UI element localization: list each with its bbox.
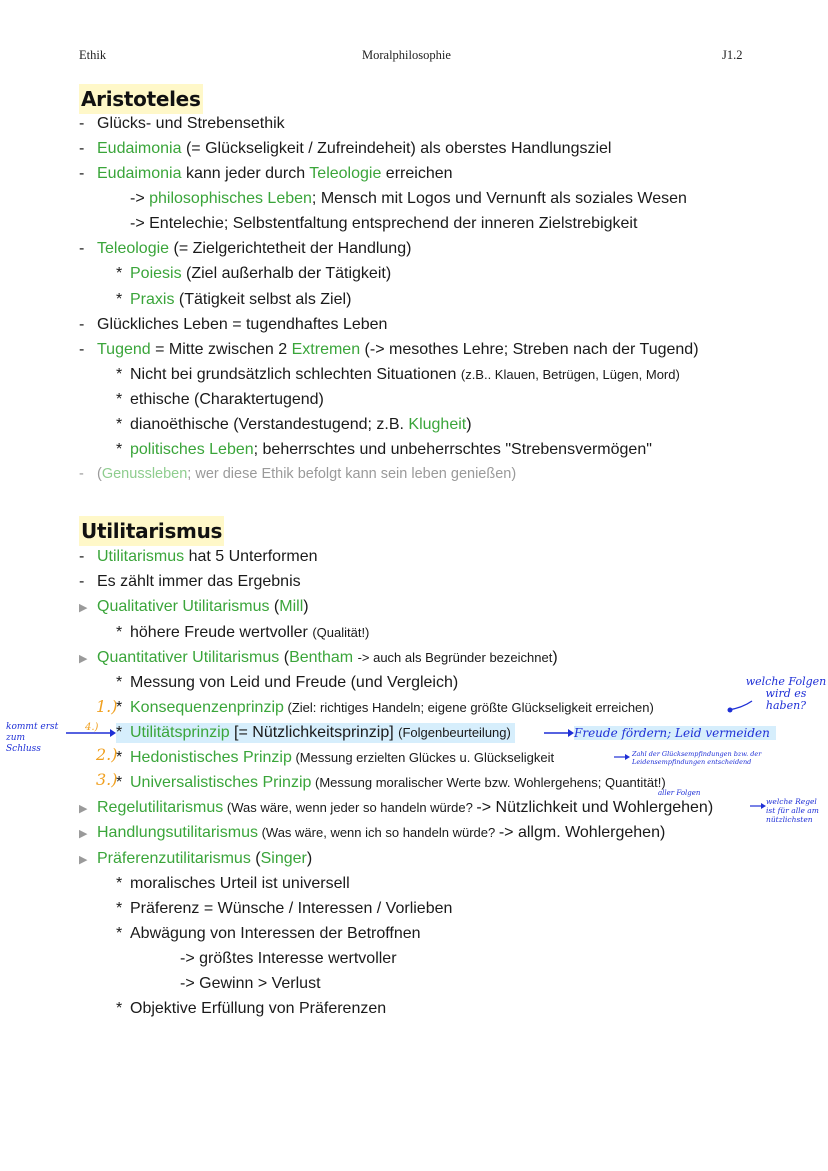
header-left: Ethik [79,48,107,62]
list-item: - Tugend = Mitte zwischen 2 Extremen (-> mesothes Lehre; Streben nach der Tugend) [79,341,699,358]
list-item: - Teleologie (= Zielgerichtetheit der Handlung) [79,240,412,257]
list-item: ▶ Quantitativer Utilitarismus (Bentham -> auch als Begründer bezeichnet) [79,648,558,669]
list-item: * Präferenz = Wünsche / Interessen / Vorlieben [116,900,453,917]
arrow-icon [544,728,574,738]
list-item: - Utilitarismus hat 5 Unterformen [79,548,318,565]
triangle-icon: ▶ [79,602,88,614]
annotation-folgen-small: aller Folgen [658,789,701,797]
list-item: ▶ Qualitativer Utilitarismus (Mill) [79,597,309,618]
list-item: ▶ Handlungsutilitarismus (Was wäre, wenn ich so handeln würde? -> allgm. Wohlergehen) [79,823,665,844]
list-item: - Eudaimonia kann jeder durch Teleologie erreichen [79,165,453,182]
arrow-icon [750,802,766,810]
list-item: * Praxis (Tätigkeit selbst als Ziel) [116,291,352,308]
list-item: - Eudaimonia (= Glückseligkeit / Zufreindeheit) als oberstes Handlungsziel [79,140,612,157]
arrow-icon [614,753,630,761]
list-item: ▶ Präferenzutilitarismus (Singer) [79,849,312,870]
list-item: - (Genussleben; wer diese Ethik befolgt kann sein leben genießen) [79,466,517,482]
list-item: * höhere Freude wertvoller (Qualität!) [116,624,370,641]
annotation-folgen: welche Folgen wird es haben? [745,675,827,712]
annotation-regel: welche Regel ist für alle am nützlichsten [766,797,819,824]
section-title-aristoteles: Aristoteles [79,84,203,114]
list-item: * Abwägung von Interessen der Betroffnen [116,925,421,942]
header-center: Moralphilosophie [362,48,451,62]
list-item: -> Entelechie; Selbstentfaltung entsprechend der inneren Zielstrebigkeit [130,215,638,232]
list-item: * Objektive Erfüllung von Präferenzen [116,1000,387,1017]
triangle-icon: ▶ [79,854,88,866]
annotation-zahl: Zahl der Glücksempfindungen bzw. der Leidensempfindungen entscheidend [632,750,762,766]
triangle-icon: ▶ [79,653,88,665]
list-item: - Es zählt immer das Ergebnis [79,573,301,590]
list-item: * ethische (Charaktertugend) [116,391,324,408]
list-item: -> größtes Interesse wertvoller [180,950,397,967]
list-item: * politisches Leben; beherrschtes und unbeherrschtes "Strebensvermögen" [116,441,652,458]
list-item: -> philosophisches Leben; Mensch mit Logos und Vernunft als soziales Wesen [130,190,687,207]
list-item: * Nicht bei grundsätzlich schlechten Situationen (z.B.. Klauen, Betrügen, Lügen, Mord) [116,366,680,383]
list-item: * Poiesis (Ziel außerhalb der Tätigkeit) [116,265,392,282]
annotation-freude: Freude fördern; Leid vermeiden [574,726,776,740]
list-item: * Messung von Leid und Freude (und Vergleich) [116,674,459,691]
list-item: - Glücks- und Strebensethik [79,115,285,132]
list-item: * Universalistisches Prinzip (Messung moralischer Werte bzw. Wohlergehens; Quantität!) [116,774,666,791]
arrow-icon [726,698,756,714]
list-item: -> Gewinn > Verlust [180,975,321,992]
list-item-highlighted: * Utilitätsprinzip [= Nützlichkeitsprinzip] (Folgenbeurteilung) [116,723,515,743]
annotation-number-4: 4.) [85,722,99,733]
list-item: * Konsequenzenprinzip (Ziel: richtiges Handeln; eigene größte Glückseligkeit erreichen) [116,699,654,716]
annotation-number-1: 1.) [96,697,118,716]
list-item: * moralisches Urteil ist universell [116,875,350,892]
section-title-utilitarismus: Utilitarismus [79,516,224,546]
list-item: ▶ Regelutilitarismus (Was wäre, wenn jeder so handeln würde? -> Nützlichkeit und Wohlergehen) [79,798,713,819]
list-item: * dianoëthische (Verstandestugend; z.B. Klugheit) [116,416,472,433]
header-right: J1.2 [722,48,743,62]
arrow-icon [66,728,116,738]
annotation-number-2: 2.) [96,745,118,764]
annotation-number-3: 3.) [96,770,118,789]
list-item: - Glückliches Leben = tugendhaftes Leben [79,316,388,333]
list-item: * Hedonistisches Prinzip (Messung erzielten Glückes u. Glückseligkeit [116,749,555,766]
triangle-icon: ▶ [79,828,88,840]
triangle-icon: ▶ [79,803,88,815]
annotation-margin-left: kommt erst zum Schluss [6,722,59,754]
